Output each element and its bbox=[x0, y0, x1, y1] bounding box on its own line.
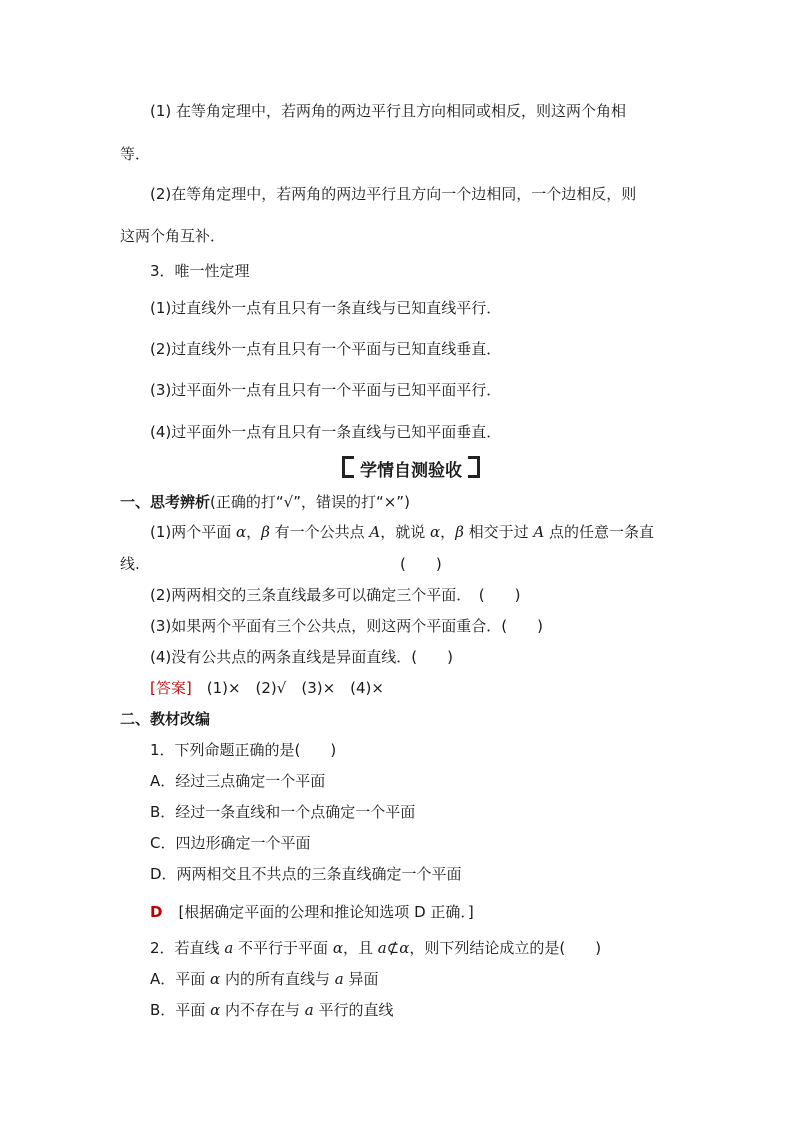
text: ，且 bbox=[342, 939, 378, 957]
mc-q1-option-b: B．经过一条直线和一个点确定一个平面 bbox=[150, 803, 416, 821]
banner-title: 学情自测验收 bbox=[360, 461, 462, 481]
text: 异面 bbox=[343, 970, 379, 988]
equal-angle-item-1: (1) 在等角定理中，若两角的两边平行且方向相同或相反，则这两个角相 bbox=[150, 102, 627, 120]
equal-angle-item-1-cont: 等． bbox=[120, 145, 151, 163]
text: 2．若直线 bbox=[150, 939, 225, 957]
math-alpha: α bbox=[236, 523, 247, 541]
section1-heading-note: (正确的打“√”，错误的打“×”) bbox=[210, 493, 410, 511]
text: 内不存在与 bbox=[220, 1001, 305, 1019]
text: ，则下列结论成立的是( ) bbox=[409, 939, 602, 957]
judge-q4: (4)没有公共点的两条直线是异面直线．( ) bbox=[150, 648, 453, 666]
answer-label: [答案] bbox=[150, 679, 192, 697]
mc-q1-stem: 1．下列命题正确的是( ) bbox=[150, 741, 337, 759]
equal-angle-item-2-cont: 这两个角互补． bbox=[120, 227, 226, 245]
math-line-a: a bbox=[224, 939, 234, 957]
answer-line bbox=[150, 678, 384, 698]
math-point-a: A bbox=[533, 523, 545, 541]
text: 平行的直线 bbox=[313, 1001, 394, 1019]
math-alpha: α bbox=[332, 939, 343, 957]
text: ， bbox=[440, 523, 456, 541]
judge-q1-cont: 线. bbox=[120, 555, 140, 573]
text: (1)两个平面 bbox=[150, 523, 237, 541]
math-alpha: α bbox=[430, 523, 441, 541]
mc-q1-answer-letter: D bbox=[150, 903, 163, 921]
text: ，就说 bbox=[380, 523, 431, 541]
text: B．平面 bbox=[150, 1001, 211, 1019]
uniqueness-item-4: (4)过平面外一点有且只有一条直线与已知平面垂直． bbox=[150, 423, 502, 441]
math-beta: β bbox=[455, 523, 464, 541]
equal-angle-item-2: (2)在等角定理中，若两角的两边平行且方向一个边相同，一个边相反，则 bbox=[150, 185, 637, 203]
section-banner bbox=[336, 456, 486, 482]
mc-q2-stem bbox=[150, 938, 601, 958]
math-alpha: α bbox=[210, 1001, 221, 1019]
judge-q1-answer-blank: ( ) bbox=[400, 555, 442, 573]
text: 相交于过 bbox=[463, 523, 534, 541]
text: 不平行于平面 bbox=[233, 939, 333, 957]
text: 内的所有直线与 bbox=[220, 970, 335, 988]
mc-q1-explanation: [根据确定平面的公理和推论知选项 D 正确．] bbox=[178, 903, 474, 921]
math-beta: β bbox=[261, 523, 270, 541]
math-not-subset: a⊄α bbox=[377, 939, 410, 957]
mc-q1-option-d: D．两两相交且不共点的三条直线确定一个平面 bbox=[150, 865, 462, 883]
judge-q1 bbox=[150, 522, 654, 542]
mc-q2-option-b bbox=[150, 1000, 393, 1020]
math-point-a: A bbox=[369, 523, 381, 541]
text: ， bbox=[246, 523, 262, 541]
uniqueness-heading: 3．唯一性定理 bbox=[150, 262, 250, 280]
judge-q3: (3)如果两个平面有三个公共点，则这两个平面重合．( ) bbox=[150, 617, 543, 635]
section2-heading: 二、教材改编 bbox=[120, 710, 211, 728]
answer-text: (1)× (2)√ (3)× (4)× bbox=[191, 679, 384, 697]
mc-q1-option-a: A．经过三点确定一个平面 bbox=[150, 772, 326, 790]
math-alpha: α bbox=[210, 970, 221, 988]
section1-heading-line bbox=[120, 492, 410, 512]
section1-heading: 一、思考辨析 bbox=[120, 493, 211, 511]
mc-q2-option-a bbox=[150, 969, 378, 989]
uniqueness-item-2: (2)过直线外一点有且只有一个平面与已知直线垂直． bbox=[150, 340, 502, 358]
banner-left-bracket bbox=[342, 456, 354, 478]
text: 点的任意一条直 bbox=[544, 523, 655, 541]
judge-q2: (2)两两相交的三条直线最多可以确定三个平面． ( ) bbox=[150, 586, 521, 604]
mc-q1-option-c: C．四边形确定一个平面 bbox=[150, 834, 311, 852]
uniqueness-item-1: (1)过直线外一点有且只有一条直线与已知直线平行． bbox=[150, 299, 502, 317]
text: A．平面 bbox=[150, 970, 211, 988]
text: 有一个公共点 bbox=[269, 523, 370, 541]
math-line-a: a bbox=[304, 1001, 314, 1019]
uniqueness-item-3: (3)过平面外一点有且只有一个平面与已知平面平行． bbox=[150, 381, 502, 399]
banner-right-bracket bbox=[468, 456, 480, 478]
math-line-a: a bbox=[334, 970, 344, 988]
mc-q1-answer bbox=[150, 902, 474, 922]
